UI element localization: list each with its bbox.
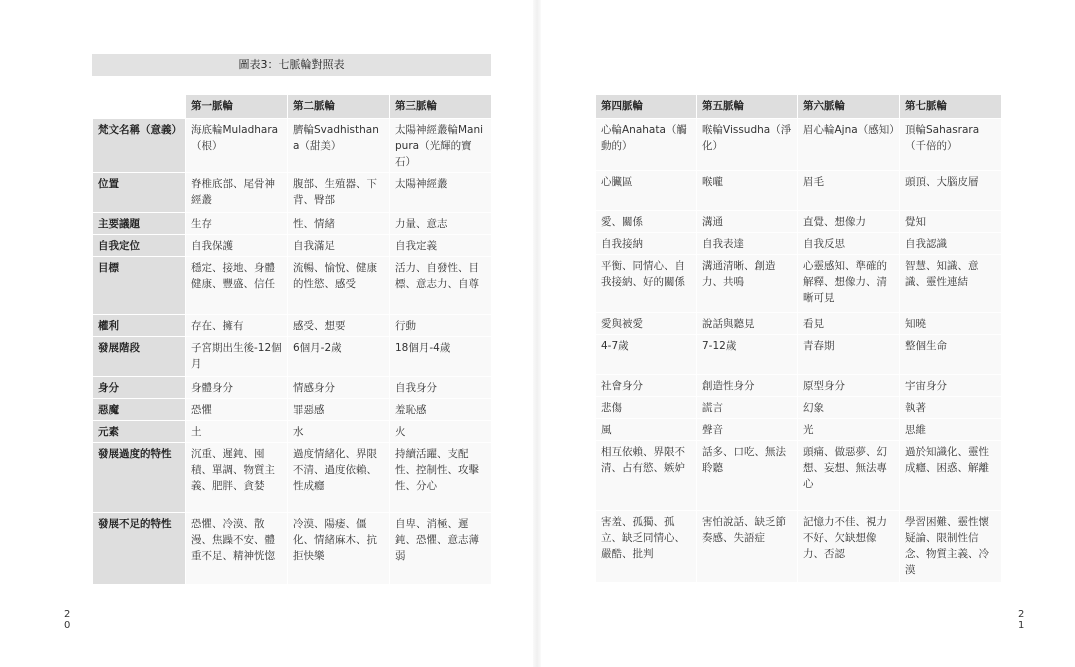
row-label: 自我定位 — [93, 235, 186, 257]
table-cell: 愛與被愛 — [596, 313, 697, 335]
chakra-table-left — [92, 94, 492, 585]
table-cell: 18個月-4歲 — [390, 337, 492, 377]
table-cell: 喉嚨 — [697, 171, 798, 211]
table-cell: 智慧、知識、意識、靈性連結 — [900, 255, 1002, 313]
table-cell: 7-12歲 — [697, 335, 798, 375]
table-cell: 自我定義 — [390, 235, 492, 257]
table-cell: 太陽神經叢 — [390, 173, 492, 213]
table-cell: 知曉 — [900, 313, 1002, 335]
column-header: 第三脈輪 — [390, 95, 492, 119]
table-cell: 看見 — [798, 313, 900, 335]
row-label: 主要議題 — [93, 213, 186, 235]
column-header: 第二脈輪 — [288, 95, 390, 119]
table-cell: 幻象 — [798, 397, 900, 419]
table-cell: 眉心輪Ajna（感知） — [798, 119, 900, 171]
table-cell: 恐懼 — [186, 399, 288, 421]
table-cell: 過於知識化、靈性成癮、困惑、解離 — [900, 441, 1002, 511]
table-cell: 土 — [186, 421, 288, 443]
table-cell: 脊椎底部、尾骨神經叢 — [186, 173, 288, 213]
row-label: 元素 — [93, 421, 186, 443]
table-cell: 心臟區 — [596, 171, 697, 211]
table-cell: 宇宙身分 — [900, 375, 1002, 397]
table-cell: 4-7歲 — [596, 335, 697, 375]
table-cell: 水 — [288, 421, 390, 443]
table-cell: 持續活躍、支配性、控制性、攻擊性、分心 — [390, 443, 492, 513]
table-row — [596, 397, 1002, 419]
header-row — [596, 95, 1002, 119]
table-cell: 活力、自發性、目標、意志力、自尊 — [390, 257, 492, 315]
table-row — [93, 337, 492, 377]
table-row — [596, 441, 1002, 511]
table-row — [93, 119, 492, 173]
table-cell: 創造性身分 — [697, 375, 798, 397]
table-cell: 原型身分 — [798, 375, 900, 397]
table-cell: 過度情緒化、界限不清、過度依賴、性成癮 — [288, 443, 390, 513]
column-header: 第六脈輪 — [798, 95, 900, 119]
column-header: 第一脈輪 — [186, 95, 288, 119]
table-row — [596, 375, 1002, 397]
row-label: 發展過度的特性 — [93, 443, 186, 513]
table-cell: 整個生命 — [900, 335, 1002, 375]
table-row — [596, 211, 1002, 233]
column-header: 第七脈輪 — [900, 95, 1002, 119]
table-cell: 恐懼、冷漠、散漫、焦躁不安、體重不足、精神恍惚 — [186, 513, 288, 585]
table-cell: 冷漠、陽痿、僵化、情緒麻木、抗拒快樂 — [288, 513, 390, 585]
column-header: 第四脈輪 — [596, 95, 697, 119]
table-cell: 情感身分 — [288, 377, 390, 399]
table-row — [93, 443, 492, 513]
row-label: 惡魔 — [93, 399, 186, 421]
table-cell: 腹部、生殖器、下背、臀部 — [288, 173, 390, 213]
table-cell: 太陽神經叢輪Manipura（光輝的寶石） — [390, 119, 492, 173]
table-cell: 愛、關係 — [596, 211, 697, 233]
table-cell: 頂輪Sahasrara（千倍的） — [900, 119, 1002, 171]
row-label: 梵文名稱（意義） — [93, 119, 186, 173]
row-label: 發展階段 — [93, 337, 186, 377]
table-row — [93, 399, 492, 421]
table-row — [596, 171, 1002, 211]
page-number-right: 2 1 — [1018, 609, 1025, 631]
table-cell: 心靈感知、準確的解釋、想像力、清晰可見 — [798, 255, 900, 313]
table-cell: 思維 — [900, 419, 1002, 441]
table-cell: 生存 — [186, 213, 288, 235]
table-cell: 身體身分 — [186, 377, 288, 399]
table-cell: 直覺、想像力 — [798, 211, 900, 233]
table-cell: 頭頂、大腦皮層 — [900, 171, 1002, 211]
table-cell: 臍輪Svadhisthana（甜美） — [288, 119, 390, 173]
table-cell: 謊言 — [697, 397, 798, 419]
table-cell: 自卑、消極、遲鈍、恐懼、意志薄弱 — [390, 513, 492, 585]
table-cell: 穩定、接地、身體健康、豐盛、信任 — [186, 257, 288, 315]
table-row — [596, 255, 1002, 313]
table-row — [596, 119, 1002, 171]
table-cell: 性、情緒 — [288, 213, 390, 235]
table-cell: 覺知 — [900, 211, 1002, 233]
table-cell: 話多、口吃、無法聆聽 — [697, 441, 798, 511]
table-cell: 行動 — [390, 315, 492, 337]
table-cell: 自我表達 — [697, 233, 798, 255]
table-cell: 溝通 — [697, 211, 798, 233]
table-cell: 自我反思 — [798, 233, 900, 255]
row-label: 目標 — [93, 257, 186, 315]
table-cell: 存在、擁有 — [186, 315, 288, 337]
table-row — [93, 235, 492, 257]
table-cell: 聲音 — [697, 419, 798, 441]
table-caption: 圖表3：七脈輪對照表 — [92, 54, 491, 76]
column-header: 第五脈輪 — [697, 95, 798, 119]
header-corner — [93, 95, 186, 119]
table-cell: 自我保護 — [186, 235, 288, 257]
book-gutter — [533, 0, 541, 667]
table-cell: 罪惡感 — [288, 399, 390, 421]
table-cell: 學習困難、靈性懷疑論、限制性信念、物質主義、冷漠 — [900, 511, 1002, 583]
row-label: 身分 — [93, 377, 186, 399]
table-cell: 執著 — [900, 397, 1002, 419]
table-cell: 風 — [596, 419, 697, 441]
table-cell: 喉輪Vissudha（淨化） — [697, 119, 798, 171]
table-row — [596, 511, 1002, 583]
table-cell: 害怕說話、缺乏節奏感、失語症 — [697, 511, 798, 583]
table-row — [596, 335, 1002, 375]
table-cell: 心輪Anahata（觸動的） — [596, 119, 697, 171]
table-cell: 害羞、孤獨、孤立、缺乏同情心、嚴酷、批判 — [596, 511, 697, 583]
table-row — [93, 377, 492, 399]
row-label: 權利 — [93, 315, 186, 337]
row-label: 發展不足的特性 — [93, 513, 186, 585]
table-row — [93, 315, 492, 337]
table-cell: 6個月-2歲 — [288, 337, 390, 377]
chakra-table-right — [595, 94, 1002, 583]
table-cell: 感受、想要 — [288, 315, 390, 337]
table-cell: 記憶力不佳、視力不好、欠缺想像力、否認 — [798, 511, 900, 583]
table-cell: 流暢、愉悅、健康的性慾、感受 — [288, 257, 390, 315]
table-row — [596, 233, 1002, 255]
table-row — [596, 419, 1002, 441]
table-cell: 子宮期出生後-12個月 — [186, 337, 288, 377]
table-cell: 溝通清晰、創造力、共鳴 — [697, 255, 798, 313]
table-cell: 自我滿足 — [288, 235, 390, 257]
table-row — [596, 313, 1002, 335]
table-cell: 自我認識 — [900, 233, 1002, 255]
header-row — [93, 95, 492, 119]
page-number-left: 2 0 — [64, 609, 71, 631]
table-cell: 平衡、同情心、自我接納、好的關係 — [596, 255, 697, 313]
table-row — [93, 421, 492, 443]
row-label: 位置 — [93, 173, 186, 213]
table-cell: 自我身分 — [390, 377, 492, 399]
table-cell: 羞恥感 — [390, 399, 492, 421]
table-cell: 自我接納 — [596, 233, 697, 255]
table-cell: 火 — [390, 421, 492, 443]
table-cell: 相互依賴、界限不清、占有慾、嫉妒 — [596, 441, 697, 511]
table-row — [93, 513, 492, 585]
table-cell: 光 — [798, 419, 900, 441]
table-cell: 力量、意志 — [390, 213, 492, 235]
table-cell: 頭痛、做惡夢、幻想、妄想、無法專心 — [798, 441, 900, 511]
table-cell: 眉毛 — [798, 171, 900, 211]
table-cell: 海底輪Muladhara（根） — [186, 119, 288, 173]
table-row — [93, 213, 492, 235]
table-cell: 青春期 — [798, 335, 900, 375]
table-cell: 社會身分 — [596, 375, 697, 397]
table-row — [93, 173, 492, 213]
table-cell: 沉重、遲鈍、囤積、單調、物質主義、肥胖、貪婪 — [186, 443, 288, 513]
table-row — [93, 257, 492, 315]
table-cell: 說話與聽見 — [697, 313, 798, 335]
table-cell: 悲傷 — [596, 397, 697, 419]
